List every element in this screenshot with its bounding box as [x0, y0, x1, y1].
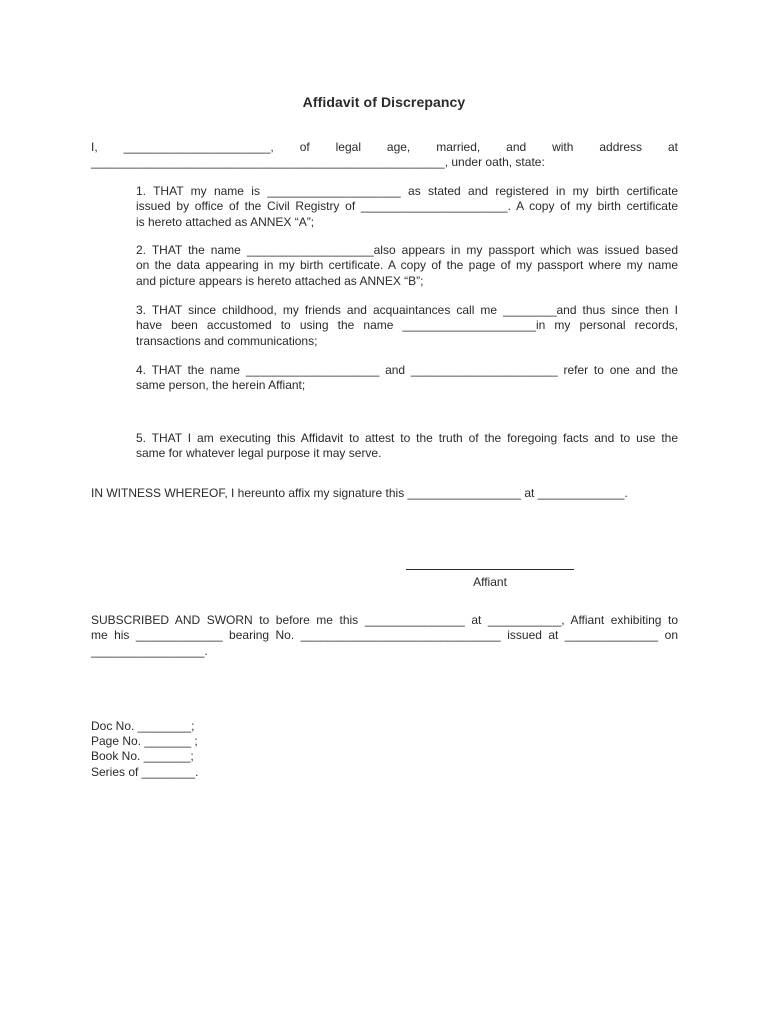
intro-line-2: _____________________________________________________, under oath, state: — [91, 155, 545, 170]
clause-4-line-1: 4. THAT the name ____________________ and ______________________ refer to one and the — [136, 363, 678, 377]
intro-paragraph — [91, 140, 678, 171]
clause-4-line-2: same person, the herein Affiant; — [136, 378, 306, 393]
clause-2-line-2: on the data appearing in my birth certificate. A copy of the page of my passport where my name — [136, 258, 678, 273]
document-title: Affidavit of Discrepancy — [302, 94, 466, 110]
series-of: Series of ________. — [91, 764, 199, 779]
clause-3-line-3: transactions and communications; — [136, 333, 318, 348]
notary-block — [91, 719, 198, 780]
clause-5-line-2: same for whatever legal purpose it may serve. — [136, 446, 382, 461]
doc-no: Doc No. ________; — [91, 719, 195, 733]
clause-3-line-1: 3. THAT since childhood, my friends and acquaintances call me ________and thus since then I — [136, 303, 678, 317]
clause-1 — [136, 184, 678, 230]
clause-4 — [136, 363, 678, 394]
witness-line: IN WITNESS WHEREOF, I hereunto affix my signature this _________________ at _____________. — [91, 486, 628, 500]
book-no: Book No. _______; — [91, 749, 194, 764]
sworn-line-3: _________________. — [91, 643, 208, 658]
clause-2-line-1: 2. THAT the name ___________________also appears in my passport which was issued based — [136, 243, 678, 257]
clause-5 — [136, 431, 678, 462]
witness-paragraph — [91, 486, 681, 501]
clause-1-line-3: is hereto attached as ANNEX “A”; — [136, 214, 315, 229]
signature-line — [406, 569, 574, 570]
clause-3 — [136, 303, 678, 349]
clause-5-line-1: 5. THAT I am executing this Affidavit to attest to the truth of the foregoing facts and to use the — [136, 431, 678, 445]
clause-1-line-1: 1. THAT my name is ____________________ as stated and registered in my birth certificate — [136, 184, 678, 198]
page-no: Page No. _______ ; — [91, 734, 198, 749]
clause-2 — [136, 243, 678, 289]
affiant-label: Affiant — [473, 575, 507, 589]
intro-line-1: I, ______________________, of legal age, married, and with address at — [91, 140, 678, 154]
clause-3-line-2: have been accustomed to using the name ____________________in my personal records, — [136, 318, 678, 333]
sworn-line-2: me his _____________ bearing No. ______________________________ issued at ______________ on — [91, 628, 678, 643]
clause-1-line-2: issued by office of the Civil Registry of ______________________. A copy of my birth certificate — [136, 199, 678, 214]
clause-2-line-3: and picture appears is hereto attached as ANNEX “B”; — [136, 273, 424, 288]
sworn-line-1: SUBSCRIBED AND SWORN to before me this _______________ at ___________, Affiant exhibiting to — [91, 613, 678, 627]
sworn-paragraph — [91, 613, 678, 659]
